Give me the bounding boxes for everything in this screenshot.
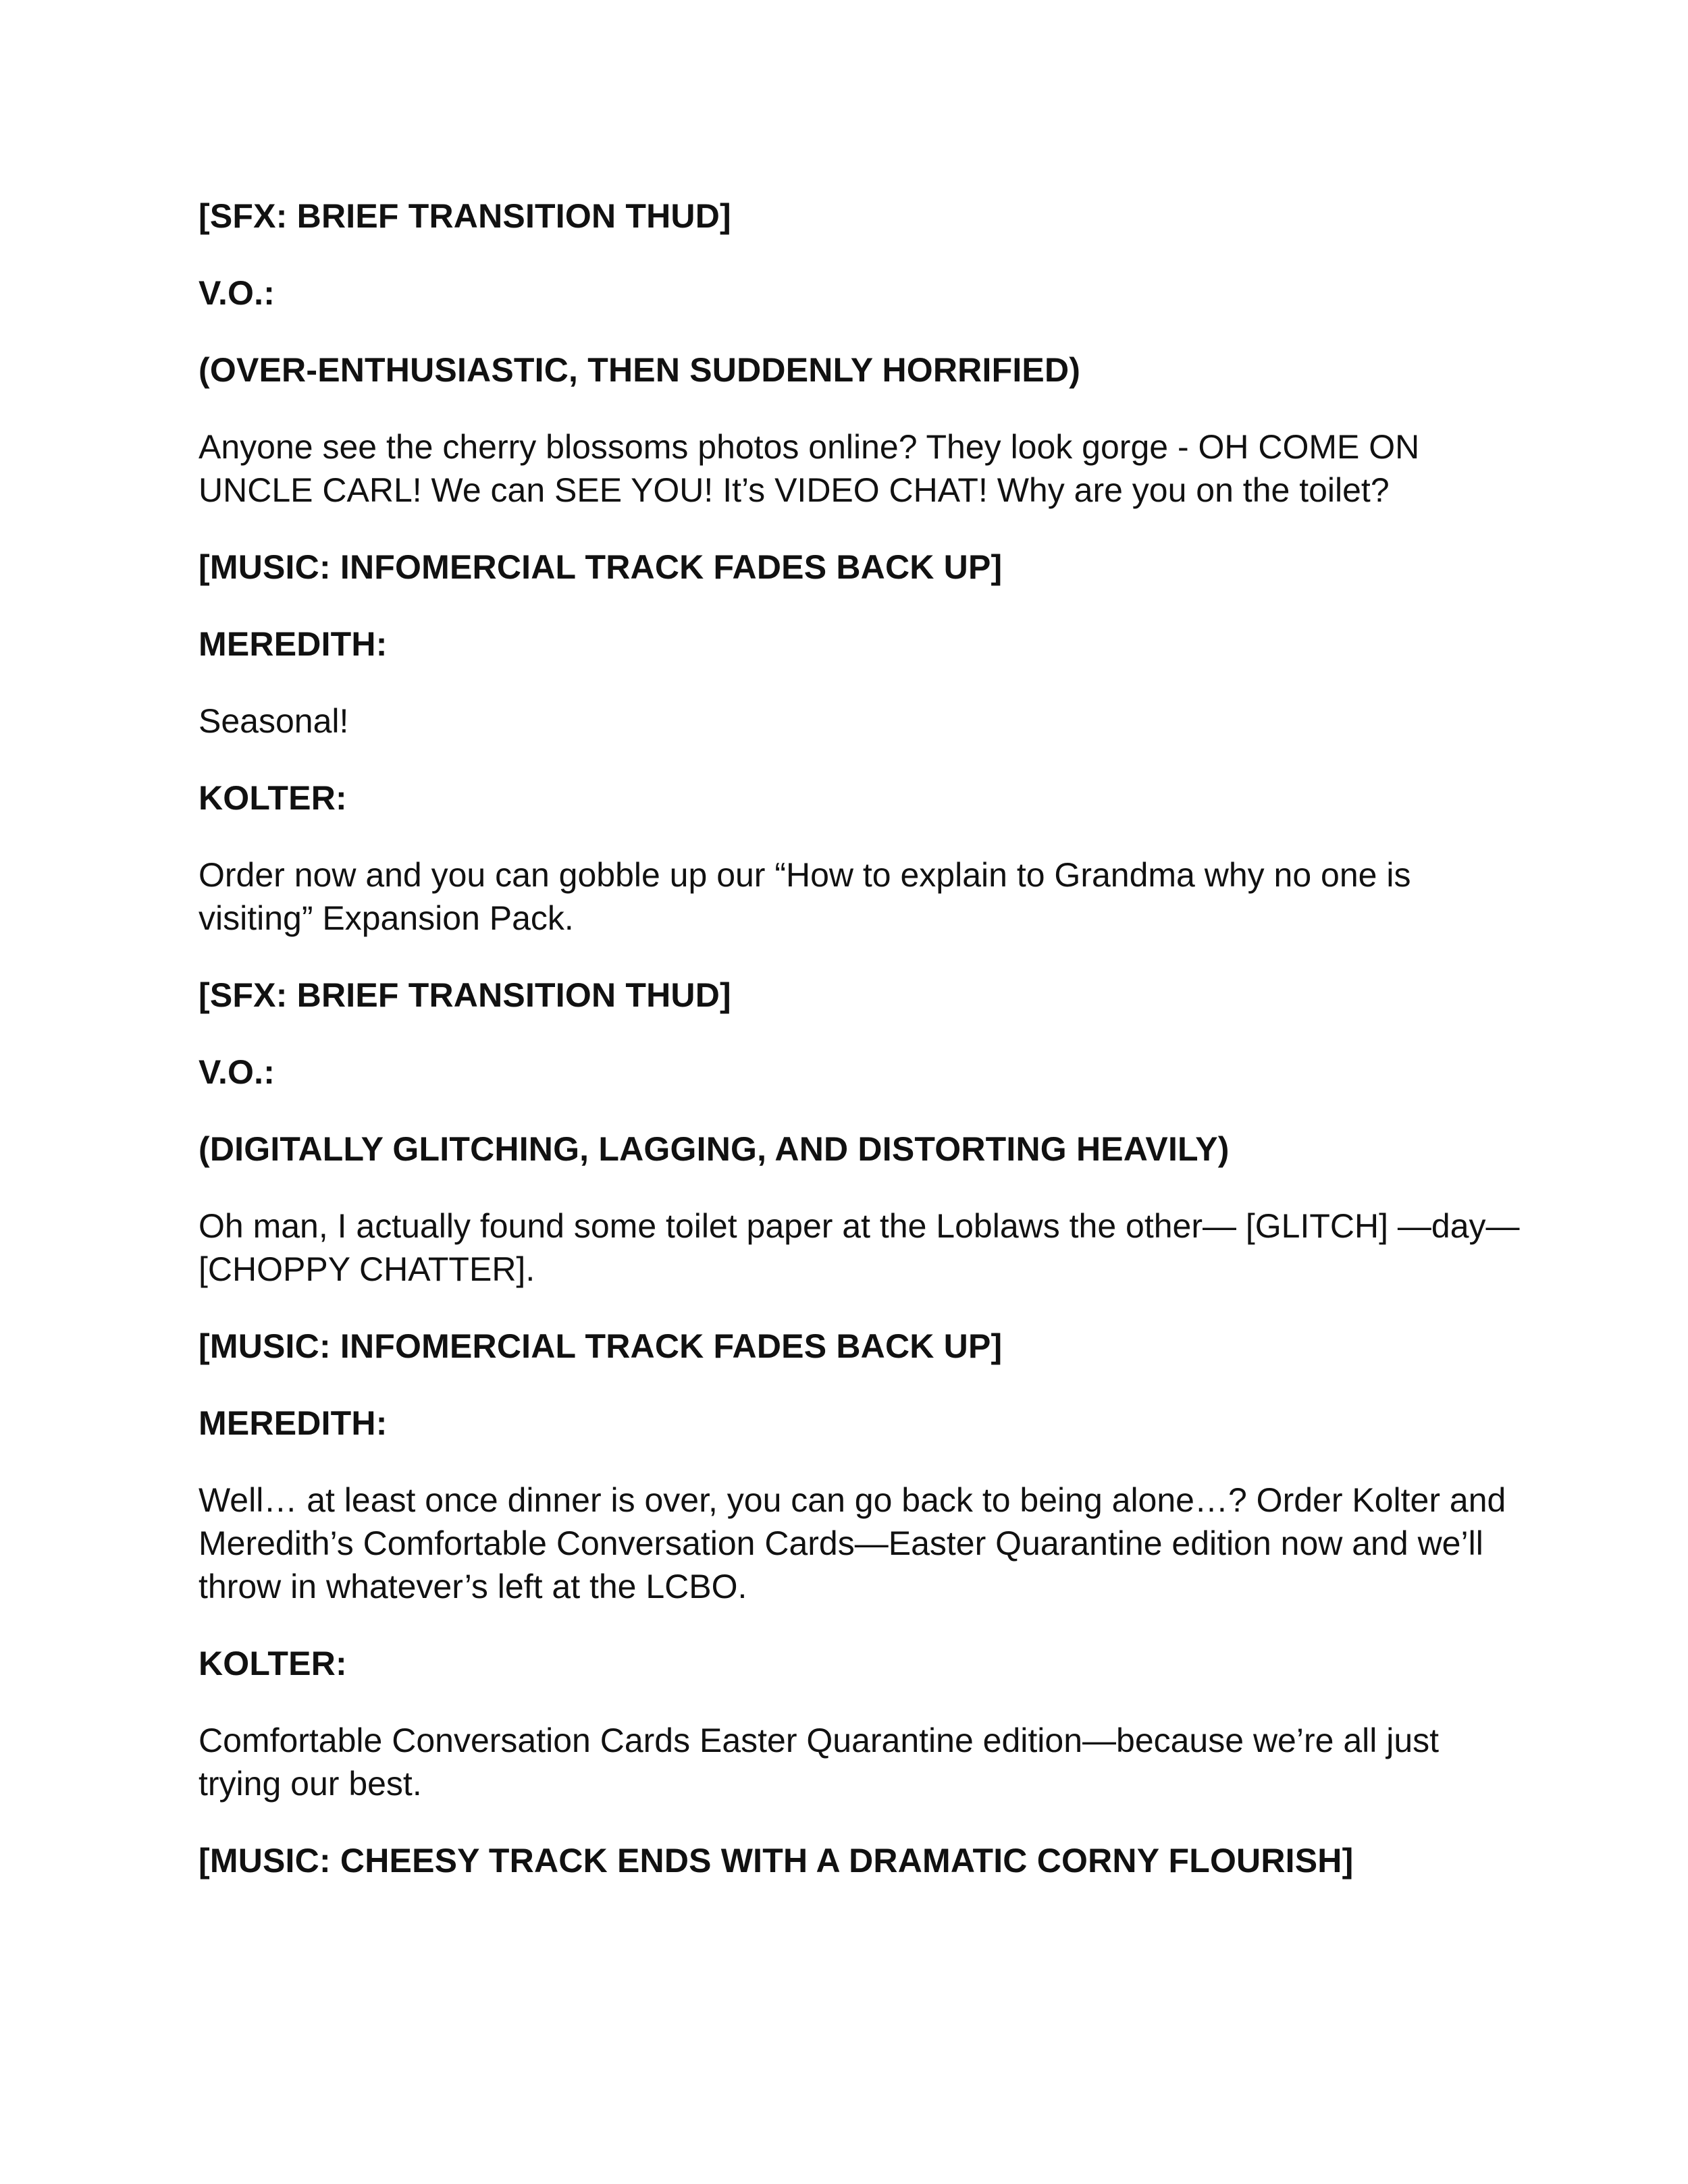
character-name: KOLTER: [199, 1645, 347, 1682]
dialogue-line: Seasonal! [199, 702, 349, 740]
character-name: KOLTER: [199, 779, 347, 817]
music-cue: [MUSIC: INFOMERCIAL TRACK FADES BACK UP] [199, 1327, 1003, 1365]
dialogue-line: Oh man, I actually found some toilet paper at the Loblaws the other— [GLITCH] —day— [CHOPPY CHATTER]. [199, 1207, 1520, 1288]
delivery-direction: (OVER-ENTHUSIASTIC, THEN SUDDENLY HORRIFIED) [199, 351, 1081, 389]
delivery-direction: (DIGITALLY GLITCHING, LAGGING, AND DISTORTING HEAVILY) [199, 1130, 1230, 1168]
music-cue: [MUSIC: INFOMERCIAL TRACK FADES BACK UP] [199, 548, 1003, 586]
character-name: MEREDITH: [199, 1404, 388, 1442]
sfx-cue: [SFX: BRIEF TRANSITION THUD] [199, 976, 731, 1014]
dialogue-line: Anyone see the cherry blossoms photos online? They look gorge - OH COME ON UNCLE CARL! We can SEE YOU! It’s VIDEO CHAT! Why are you on the toilet? [199, 428, 1420, 509]
dialogue-line: Well… at least once dinner is over, you can go back to being alone…? Order Kolter and Meredith’s Comfortable Conversation Cards—Easter Quarantine edition now and we’ll throw in whatever’s left at the LCBO. [199, 1481, 1506, 1605]
character-name: MEREDITH: [199, 625, 388, 663]
character-name: V.O.: [199, 1053, 275, 1091]
dialogue-line: Order now and you can gobble up our “How to explain to Grandma why no one is visiting” Expansion Pack. [199, 856, 1411, 937]
script-body [199, 194, 1522, 1916]
character-name: V.O.: [199, 274, 275, 312]
music-cue: [MUSIC: CHEESY TRACK ENDS WITH A DRAMATIC CORNY FLOURISH] [199, 1842, 1354, 1880]
dialogue-line: Comfortable Conversation Cards Easter Quarantine edition—because we’re all just trying our best. [199, 1722, 1440, 1803]
sfx-cue: [SFX: BRIEF TRANSITION THUD] [199, 197, 731, 235]
